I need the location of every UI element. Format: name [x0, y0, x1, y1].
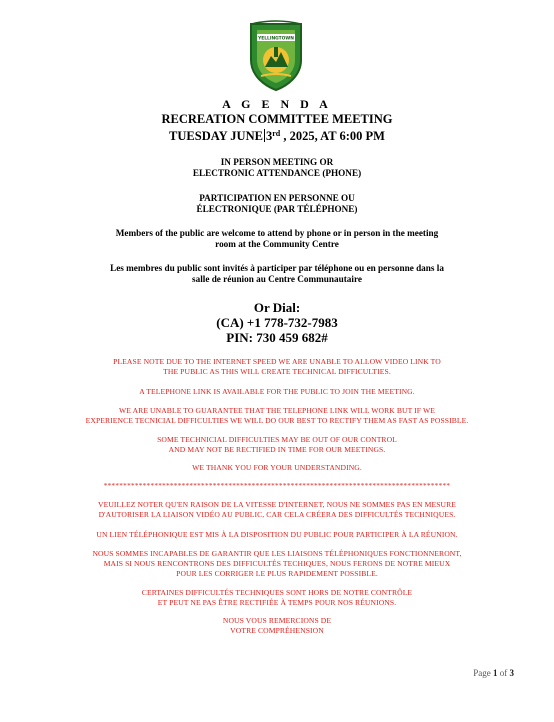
public-fr-line: Les membres du public sont invités à participer par téléphone ou en personne dans la [110, 263, 444, 273]
public-invite-fr [0, 263, 554, 285]
meeting-date [0, 126, 554, 144]
public-invite-en [0, 228, 554, 250]
notice-fr-1 [0, 500, 554, 520]
page-total: 3 [509, 668, 514, 678]
notice-en-5 [0, 463, 554, 473]
date-prefix: TUESDAY JUNE [169, 129, 263, 143]
notice-line: CERTAINES DIFFICULTÉS TECHNIQUES SONT HORS DE NOTRE CONTRÔLE [141, 588, 413, 597]
dial-label: Or Dial: [253, 300, 301, 315]
date-day: 3 [265, 129, 273, 143]
notice-line: ET PEUT NE PAS ÊTRE RECTIFIÉE À TEMPS POUR NOS RÉUNIONS. [157, 598, 397, 607]
notice-fr-3 [0, 549, 554, 579]
agenda-heading: A G E N D A [222, 97, 332, 111]
notice-line: THE PUBLIC AS THIS WILL CREATE TECHNICAL DIFFICULTIES. [163, 367, 391, 376]
notice-en-2 [0, 387, 554, 397]
dial-phone-number: (CA) +1 778-732-7983 [216, 315, 338, 330]
notice-line: VOTRE COMPRÉHENSION [230, 626, 324, 635]
public-en-line: Members of the public are welcome to attend by phone or in person in the meeting [115, 228, 439, 238]
text-cursor [264, 129, 265, 142]
page-of-label: of [499, 668, 508, 678]
notice-line: PLEASE NOTE DUE TO THE INTERNET SPEED WE ARE UNABLE TO ALLOW VIDEO LINK TO [113, 357, 441, 366]
notice-line: MAIS SI NOUS RENCONTRONS DES DIFFICULTÉS TECHIQUES, NOUS FERONS DE NOTRE MIEUX [103, 559, 451, 568]
dial-in-block [0, 300, 554, 345]
town-crest-icon [247, 20, 305, 92]
notice-fr-5 [0, 616, 554, 636]
attendance-fr [0, 193, 554, 215]
date-ordinal: rd [272, 129, 281, 138]
notice-line: WE THANK YOU FOR YOUR UNDERSTANDING. [192, 463, 362, 472]
public-en-line: room at the Community Centre [215, 239, 339, 249]
notice-line: NOUS VOUS REMERCIONS DE [222, 616, 332, 625]
attendance-en [0, 157, 554, 179]
dial-pin: PIN: 730 459 682# [226, 330, 328, 345]
notice-line: EXPERIENCE TECNICIAL DIFFICULTIES WE WILL DO OUR BEST TO RECTIFY THEM AS FAST AS POSSIBLE. [85, 416, 469, 425]
notice-line: AND MAY NOT BE RECTIFIED IN TIME FOR OUR MEETINGS. [168, 445, 386, 454]
attendance-en-line: ELECTRONIC ATTENDANCE (PHONE) [192, 168, 362, 178]
page-current: 1 [493, 668, 498, 678]
attendance-fr-line: ÉLECTRONIQUE (PAR TÉLÉPHONE) [196, 204, 358, 214]
notice-en-3 [0, 406, 554, 426]
notice-line: NOUS SOMMES INCAPABLES DE GARANTIR QUE LES LIAISONS TÉLÉPHONIQUES FONCTIONNERONT, [92, 549, 462, 558]
notice-line: A TELEPHONE LINK IS AVAILABLE FOR THE PUBLIC TO JOIN THE MEETING. [139, 387, 415, 396]
notice-fr-2 [0, 530, 554, 540]
notice-en-4 [0, 435, 554, 455]
page-label: Page [473, 668, 491, 678]
notice-line: SOME TECHNICIAL DIFFICULTIES MAY BE OUT OF OUR CONTROL [157, 435, 397, 444]
attendance-fr-line: PARTICIPATION EN PERSONNE OU [199, 193, 355, 203]
committee-title: RECREATION COMMITTEE MEETING [161, 112, 393, 126]
notice-line: UN LIEN TÉLÉPHONIQUE EST MIS À LA DISPOSITION DU PUBLIC POUR PARTICIPER À LA RÉUNION. [96, 530, 458, 539]
notice-line: POUR LES CORRIGER LE PLUS RAPIDEMENT POSSIBLE. [176, 569, 378, 578]
page-number [473, 668, 514, 678]
crest-text: YELLINGTOWN [258, 36, 294, 42]
separator-stars: ***************************************************************************************** [103, 482, 451, 490]
date-rest: , 2025, AT 6:00 PM [280, 129, 385, 143]
notice-line: VEUILLEZ NOTER QU'EN RAISON DE LA VITESSE D'INTERNET, NOUS NE SOMMES PAS EN MESURE [98, 500, 456, 509]
public-fr-line: salle de réunion au Centre Communautaire [192, 274, 362, 284]
notice-fr-4 [0, 588, 554, 608]
notice-line: D'AUTORISER LA LIAISON VIDÉO AU PUBLIC, CAR CELA CRÉERA DES DIFFICULTÉS TECHNIQUES. [98, 510, 456, 519]
notice-line: WE ARE UNABLE TO GUARANTEE THAT THE TELEPHONE LINK WILL WORK BUT IF WE [118, 406, 435, 415]
attendance-en-line: IN PERSON MEETING OR [220, 157, 334, 167]
notice-en-1 [0, 357, 554, 377]
